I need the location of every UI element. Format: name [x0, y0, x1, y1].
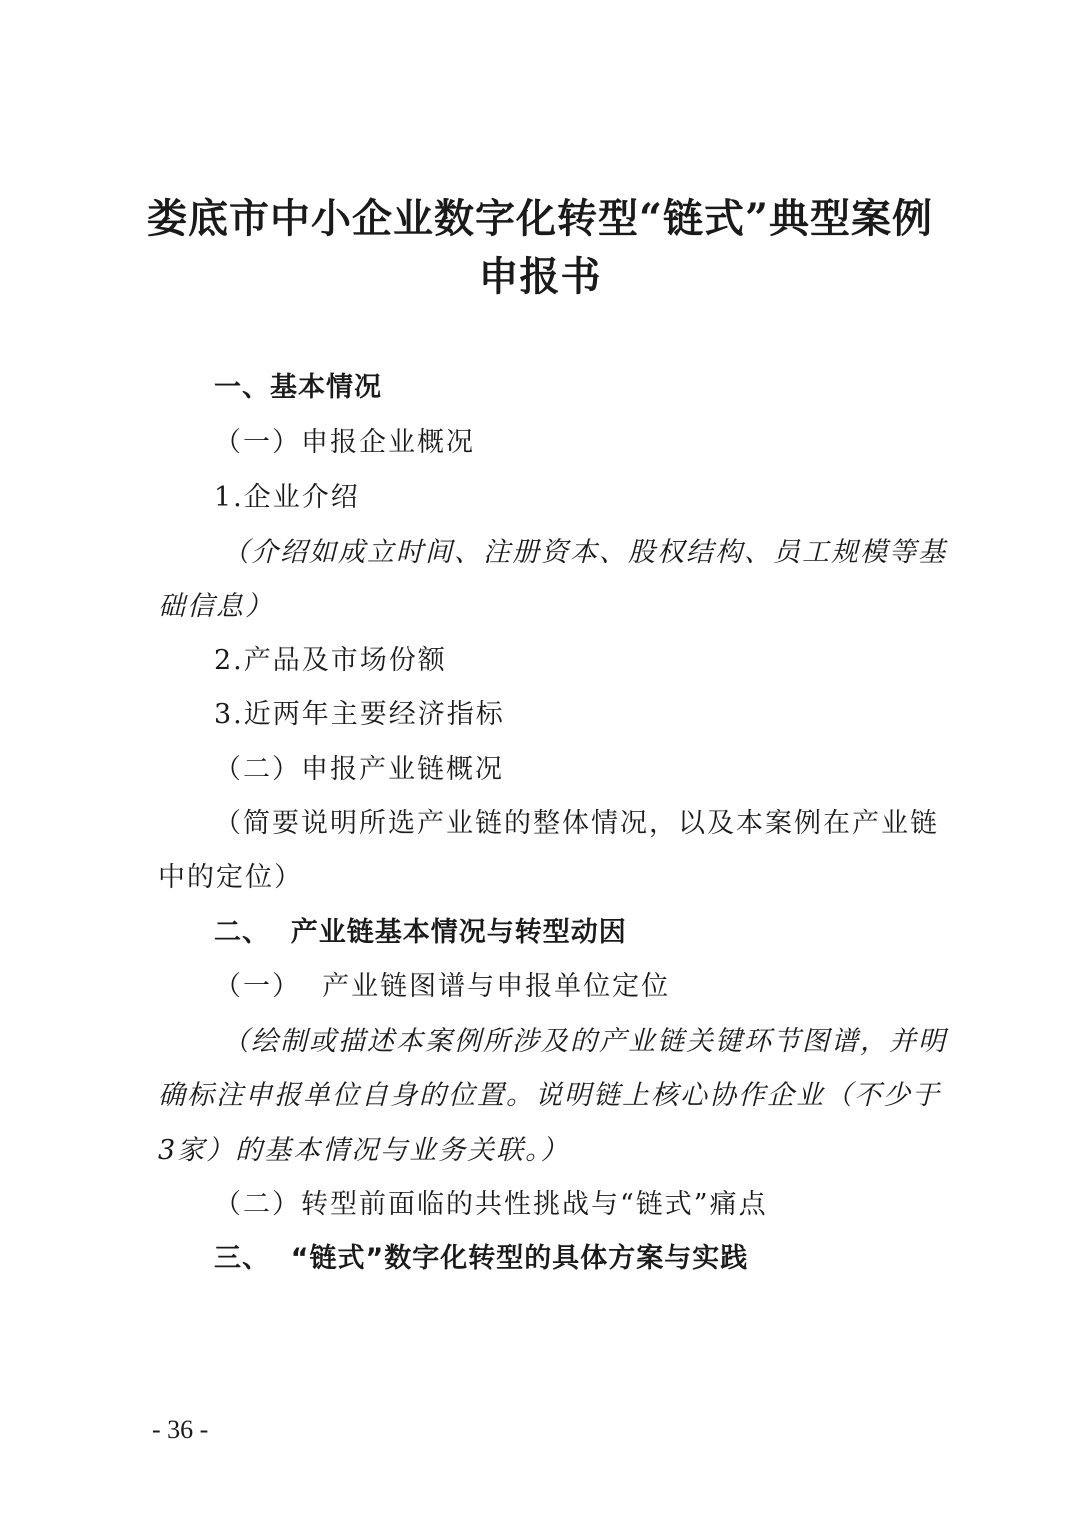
section-2-subsection-1: （一） 产业链图谱与申报单位定位: [214, 971, 671, 1002]
item-1-note-line-2: 础信息）: [158, 591, 274, 622]
subsection-2-note-line-1: （简要说明所选产业链的整体情况，以及本案例在产业链: [214, 808, 939, 839]
item-1-note-line-1: （介绍如成立时间、注册资本、股权结构、员工规模等基: [222, 537, 947, 568]
section-1-heading: 一、基本情况: [214, 372, 382, 403]
subsection-2-note-line-2: 中的定位）: [158, 862, 303, 893]
section-1-item-1: 1.企业介绍: [214, 482, 360, 513]
section-1-subsection-1: （一）申报企业概况: [214, 427, 475, 458]
section-2-note-line-2: 确标注申报单位自身的位置。说明链上核心协作企业（不少于: [158, 1080, 941, 1111]
section-2-note-line-3: 3家）的基本情况与业务关联。）: [158, 1135, 570, 1166]
section-3-heading: 三、 “链式”数字化转型的具体方案与实践: [214, 1243, 749, 1274]
section-1-item-2: 2.产品及市场份额: [214, 645, 447, 676]
section-1-subsection-2: （二）申报产业链概况: [214, 754, 504, 785]
document-title-line-1: 娄底市中小企业数字化转型“链式”典型案例: [146, 195, 933, 242]
section-2-heading: 二、 产业链基本情况与转型动因: [214, 917, 627, 948]
section-1-item-3: 3.近两年主要经济指标: [214, 699, 505, 730]
section-2-subsection-2: （二）转型前面临的共性挑战与“链式”痛点: [214, 1189, 768, 1220]
page-number: - 36 -: [152, 1415, 209, 1444]
document-title-line-2: 申报书: [478, 253, 602, 300]
section-2-note-line-1: （绘制或描述本案例所涉及的产业链关键环节图谱，并明: [222, 1026, 947, 1057]
